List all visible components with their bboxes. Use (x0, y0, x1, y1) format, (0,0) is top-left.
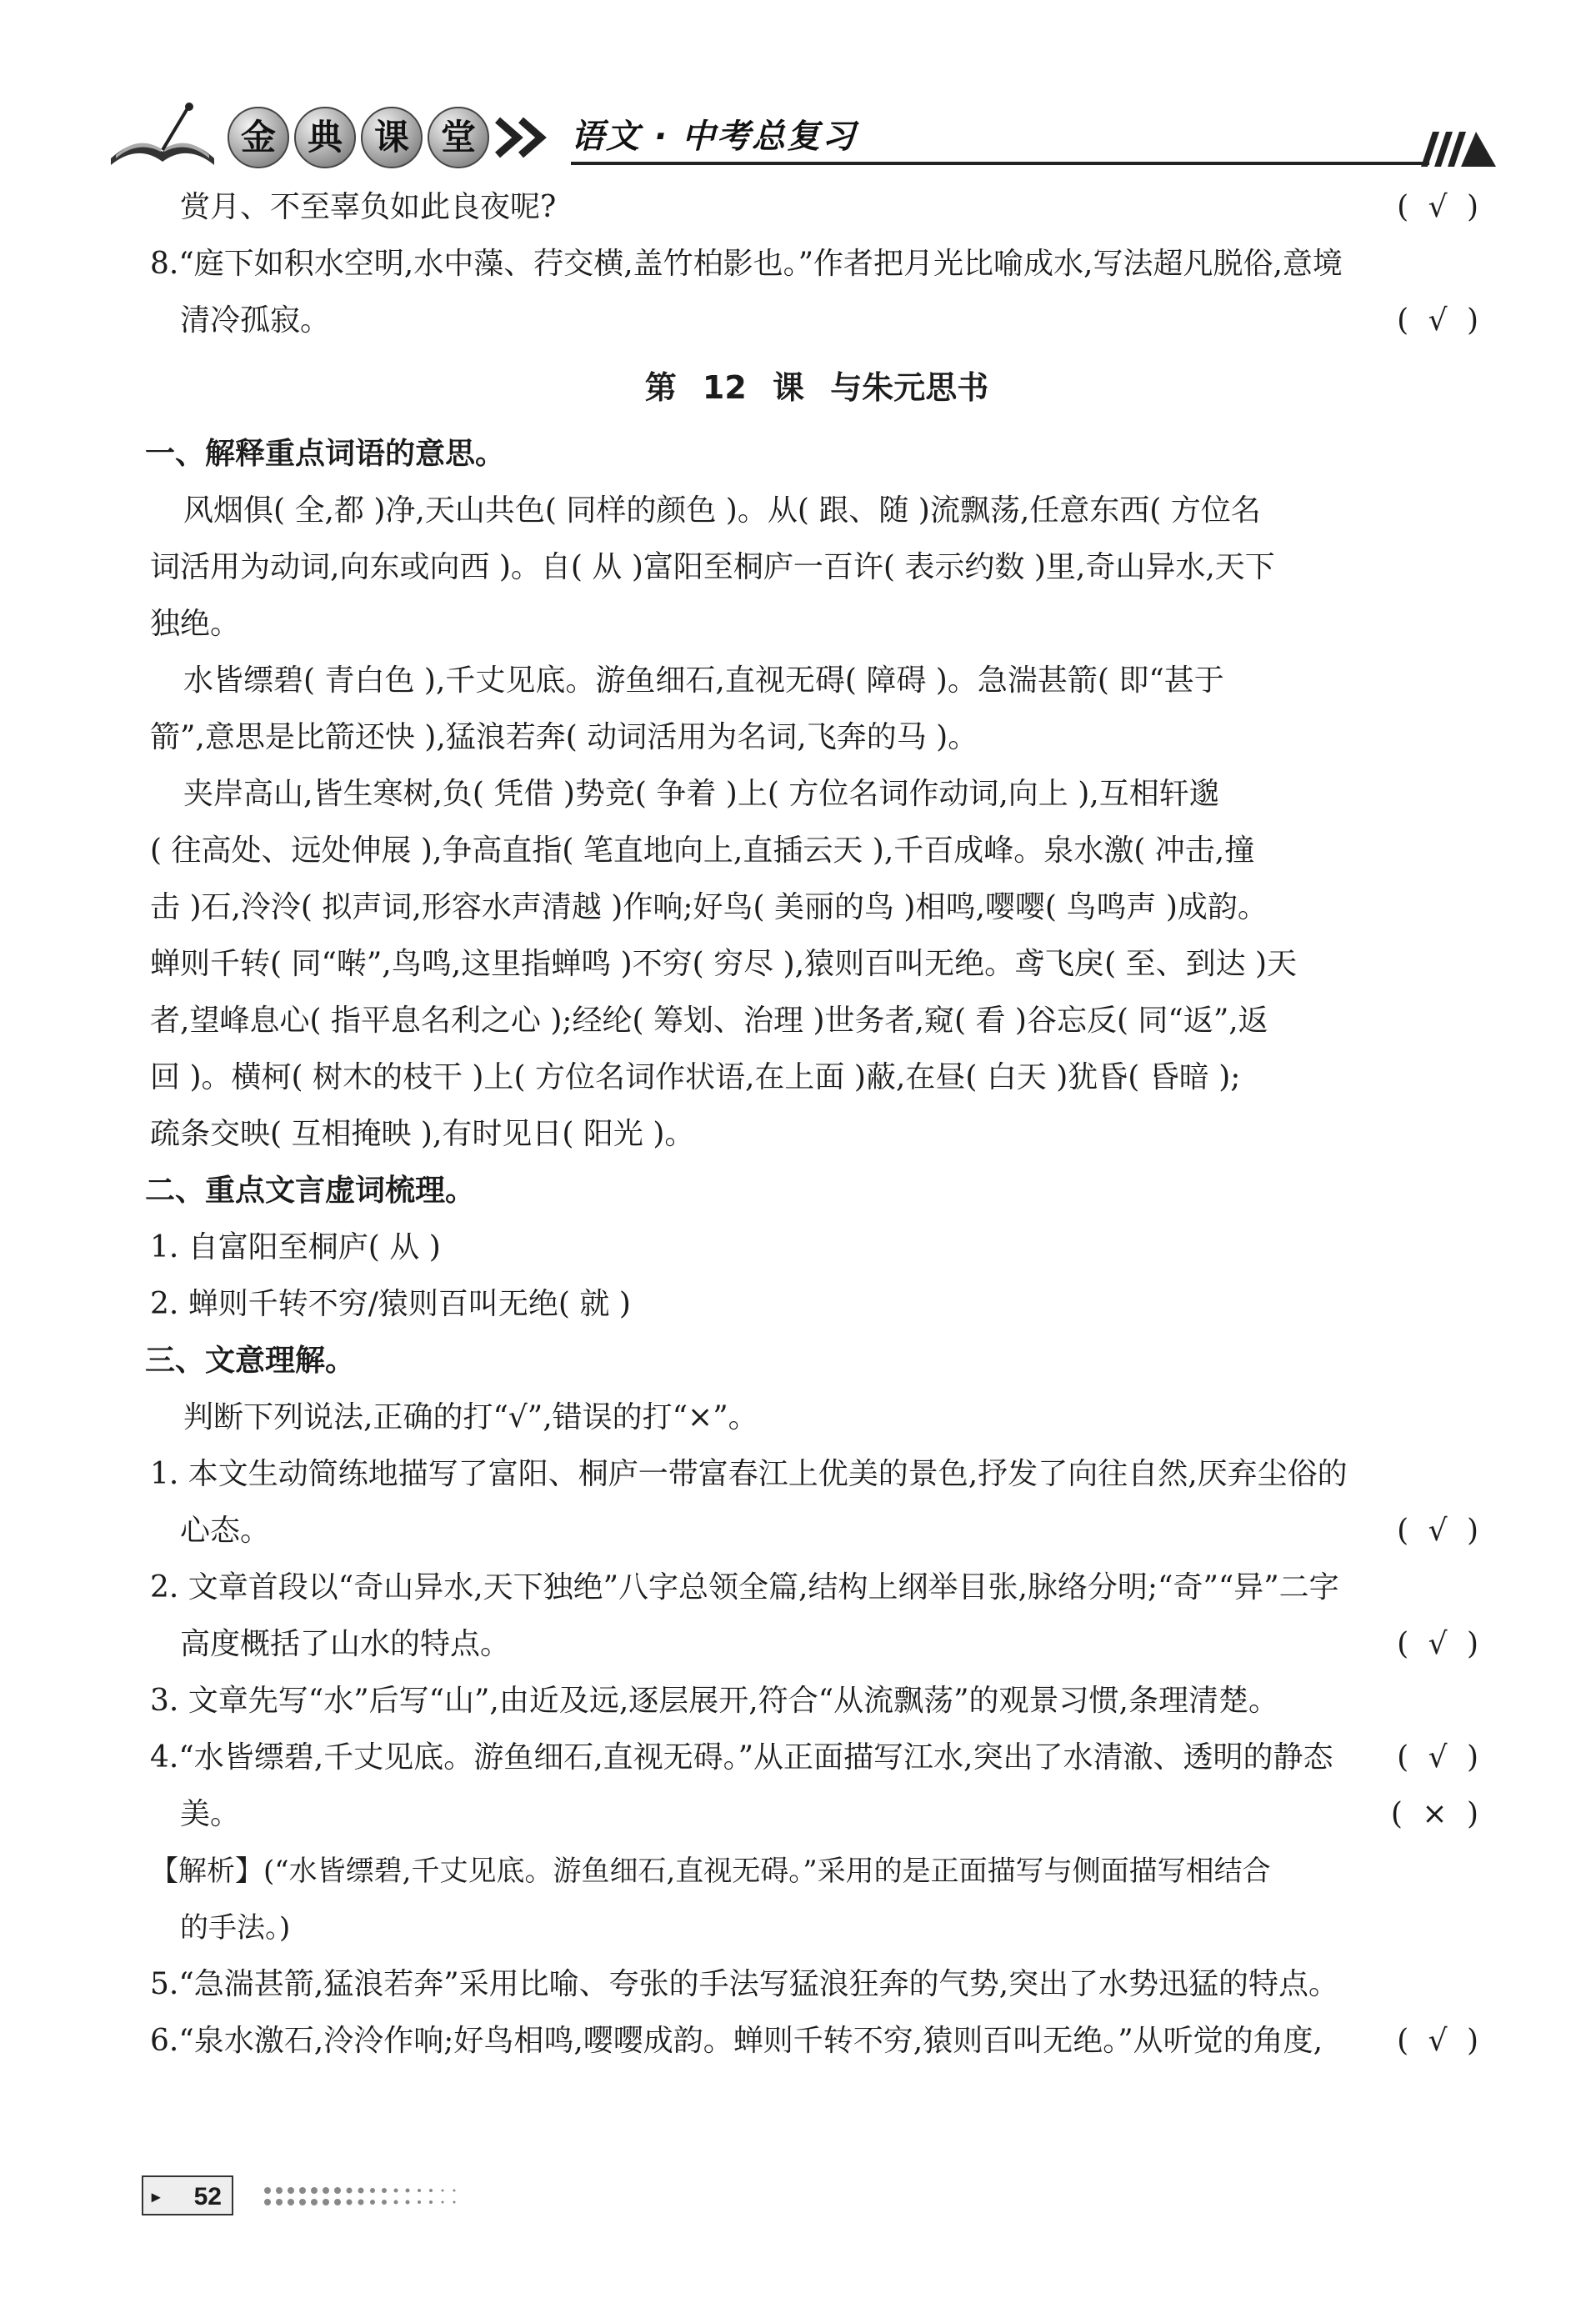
paragraph-line: 词活用为动词,向东或向西 )。自( 从 )富阳至桐庐一百许( 表示约数 )里,奇山异水,天下 (150, 550, 1275, 584)
paragraph-line: 蝉则千转( 同“啭”,鸟鸣,这里指蝉鸣 )不穷( 穷尽 ),猿则百叫无绝。鸢飞戾( 至、到达 )天 (150, 947, 1298, 981)
paragraph-line: ( 往高处、远处伸展 ),争高直指( 笔直地向上,直插云天 ),千百成峰。泉水激( 冲击,撞 (150, 834, 1255, 868)
answer-mark: ( √ ) (1397, 2024, 1483, 2058)
answer-mark: ( × ) (1390, 1797, 1483, 1831)
brand-badge: 堂 (428, 107, 489, 168)
header-title: 语文 · 中考总复习 (571, 118, 858, 156)
text: 清冷孤寂。 (180, 303, 331, 338)
section-heading: 二、重点文言虚词梳理。 (145, 1174, 476, 1208)
instruction-line: 判断下列说法,正确的打“√”,错误的打“×”。 (183, 1400, 758, 1434)
question-line (150, 1786, 1483, 1843)
text: 心态。 (180, 1514, 271, 1548)
paragraph-line: 独绝。 (150, 607, 241, 641)
text: 美。 (180, 1797, 241, 1831)
page-number-box (142, 2175, 233, 2215)
analysis-line: 【解析】(“水皆缥碧,千丈见底。游鱼细石,直视无碍。”采用的是正面描写与侧面描写相结合 (150, 1855, 1271, 1888)
brand-badge: 金 (228, 107, 289, 168)
analysis-line: 的手法。) (180, 1911, 291, 1945)
page-footer (142, 2175, 642, 2225)
answer-mark: ( √ ) (1397, 1740, 1483, 1775)
question-line: 5.“急湍甚箭,猛浪若奔”采用比喻、夸张的手法写猛浪狂奔的气势,突出了水势迅猛的特点。 (150, 1967, 1339, 2001)
paragraph-line: 箭”,意思是比箭还快 ),猛浪若奔( 动词活用为名词,飞奔的马 )。 (150, 720, 978, 754)
text-line (150, 293, 1483, 349)
question-line: 1. 自富阳至桐庐( 从 ) (150, 1230, 441, 1264)
question-line (150, 1503, 1483, 1560)
question-line: 2. 蝉则千转不穷/猿则百叫无绝( 就 ) (150, 1287, 631, 1321)
text: 高度概括了山水的特点。 (180, 1627, 511, 1661)
question-line: 4.“水皆缥碧,千丈见底。游鱼细石,直视无碍。”从正面描写江水,突出了水清澈、透明的静态 (150, 1740, 1333, 1775)
stripes-icon (1421, 132, 1496, 167)
paragraph-line: 疏条交映( 互相掩映 ),有时见日( 阳光 )。 (150, 1117, 695, 1151)
lesson-title: 第 12 课 与朱元思书 (644, 369, 989, 406)
text: 赏月、不至辜负如此良夜呢? (180, 190, 557, 224)
section-heading: 一、解释重点词语的意思。 (145, 437, 506, 471)
answer-mark: ( √ ) (1397, 1514, 1483, 1548)
header-rule (571, 162, 1429, 165)
answer-mark: ( √ ) (1397, 303, 1483, 338)
paragraph-line: 者,望峰息心( 指平息名利之心 );经纶( 筹划、治理 )世务者,窥( 看 )谷忘反( 同“返”,返 (150, 1004, 1268, 1038)
answer-mark: ( √ ) (1397, 190, 1483, 224)
question-line: 2. 文章首段以“奇山异水,天下独绝”八字总领全篇,结构上纲举目张,脉络分明;“奇”“异”二字 (150, 1570, 1339, 1605)
paragraph-line: 击 )石,泠泠( 拟声词,形容水声清越 )作响;好鸟( 美丽的鸟 )相鸣,嘤嘤( 鸟鸣声 )成韵。 (150, 890, 1268, 924)
open-book-icon (104, 100, 221, 175)
paragraph-line: 夹岸高山,皆生寒树,负( 凭借 )势竞( 争着 )上( 方位名词作动词,向上 ),互相轩邈 (183, 777, 1219, 811)
double-chevron-icon (494, 117, 553, 158)
section-heading: 三、文意理解。 (145, 1344, 356, 1378)
question-line: 8.“庭下如积水空明,水中藻、荇交横,盖竹柏影也。”作者把月光比喻成水,写法超凡脱俗,意境 (150, 247, 1343, 281)
page-number: 52 (193, 2183, 222, 2210)
question-line (150, 1616, 1483, 1673)
question-line: 6.“泉水激石,泠泠作响;好鸟相鸣,嘤嘤成韵。蝉则千转不穷,猿则百叫无绝。”从听觉的角度, (150, 2024, 1323, 2058)
text-line (150, 179, 1483, 236)
paragraph-line: 风烟俱( 全,都 )净,天山共色( 同样的颜色 )。从( 跟、随 )流飘荡,任意东西( 方位名 (183, 493, 1261, 528)
page-header (104, 92, 1496, 183)
paragraph-line: 回 )。横柯( 树木的枝干 )上( 方位名词作状语,在上面 )蔽,在昼( 白天 )犹昏( 昏暗 ); (150, 1060, 1241, 1094)
answer-mark: ( √ ) (1397, 1627, 1483, 1661)
question-line: 1. 本文生动简练地描写了富阳、桐庐一带富春江上优美的景色,抒发了向往自然,厌弃尘俗的 (150, 1457, 1348, 1491)
page-content (145, 179, 1483, 2070)
paragraph-line: 水皆缥碧( 青白色 ),千丈见底。游鱼细石,直视无碍( 障碍 )。急湍甚箭( 即“甚于 (183, 663, 1224, 698)
brand-badge: 典 (294, 107, 356, 168)
brand-badges (228, 107, 489, 168)
brand-badge: 课 (361, 107, 423, 168)
arrow-icon: ▸ (152, 2188, 161, 2206)
question-line: 3. 文章先写“水”后写“山”,由近及远,逐层展开,符合“从流飘荡”的观景习惯,条理清楚。 (150, 1684, 1278, 1718)
dot-pattern (263, 2185, 479, 2209)
